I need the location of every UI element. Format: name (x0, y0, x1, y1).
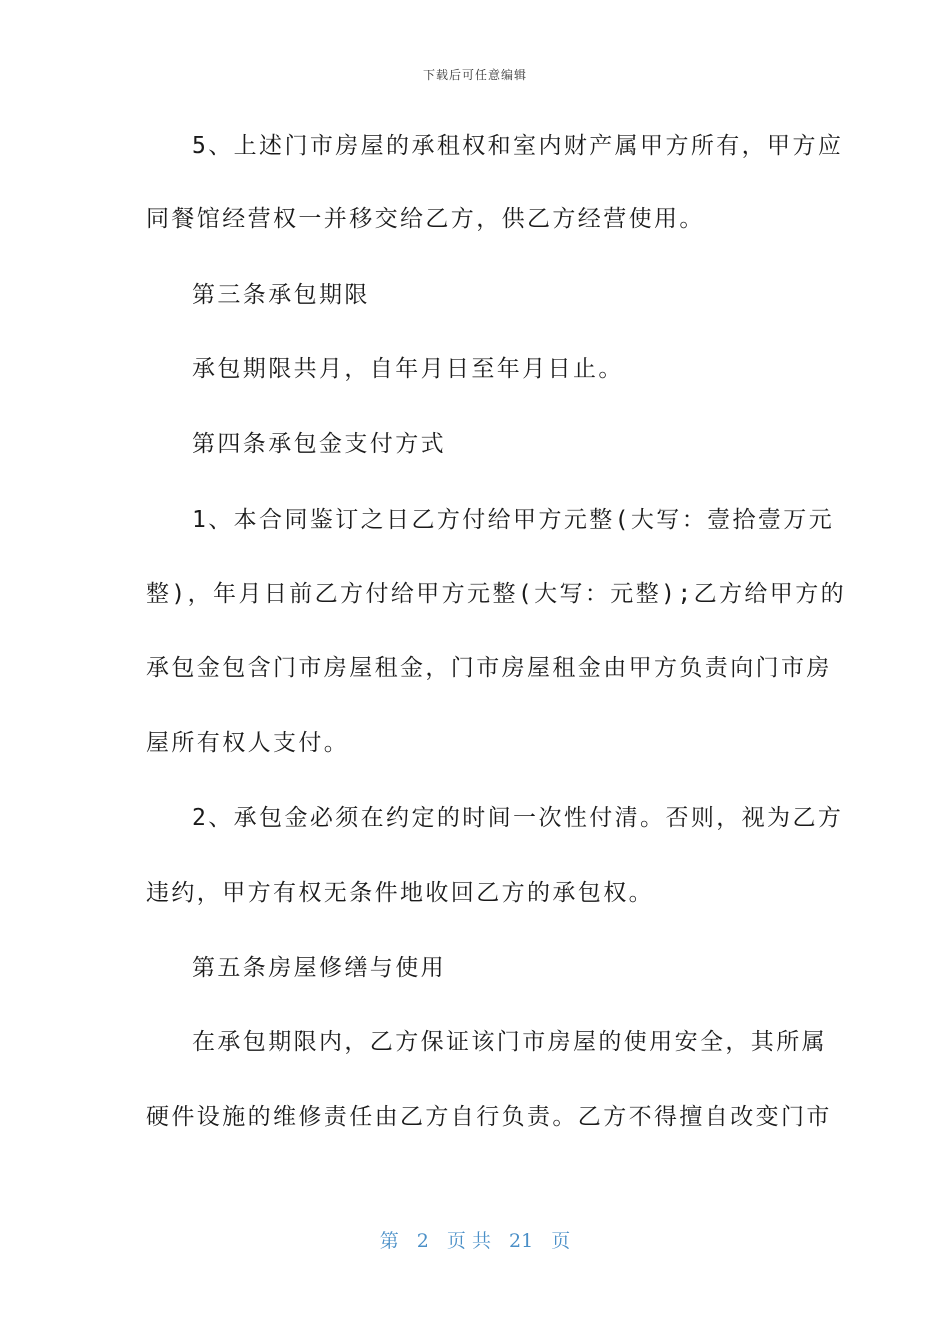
paragraph-line: 1、本合同鉴订之日乙方付给甲方元整(大写：壹拾壹万元 (192, 507, 835, 533)
footer-total-pages: 21 (509, 1230, 534, 1252)
paragraph-line: 违约，甲方有权无条件地收回乙方的承包权。 (146, 880, 654, 906)
footer-prefix: 第 (379, 1230, 399, 1252)
paragraph-line: 硬件设施的维修责任由乙方自行负责。乙方不得擅自改变门市 (146, 1104, 832, 1130)
section-heading: 第五条房屋修缮与使用 (192, 955, 446, 981)
paragraph-line: 在承包期限内，乙方保证该门市房屋的使用安全，其所属 (192, 1029, 827, 1055)
paragraph-line: 同餐馆经营权一并移交给乙方，供乙方经营使用。 (146, 206, 705, 232)
paragraph-line: 2、承包金必须在约定的时间一次性付清。否则，视为乙方 (192, 805, 844, 831)
section-heading: 第三条承包期限 (192, 282, 370, 308)
paragraph-line: 5、上述门市房屋的承租权和室内财产属甲方所有，甲方应 (192, 133, 844, 159)
section-heading: 第四条承包金支付方式 (192, 431, 446, 457)
footer-page-number: 2 (416, 1230, 429, 1252)
paragraph-line: 承包期限共月，自年月日至年月日止。 (192, 356, 624, 382)
footer-suffix: 页 (551, 1230, 571, 1252)
paragraph-line: 屋所有权人支付。 (146, 730, 350, 756)
paragraph-line: 承包金包含门市房屋租金，门市房屋租金由甲方负责向门市房 (146, 655, 832, 681)
page-footer (0, 1226, 950, 1253)
footer-middle: 页 共 (446, 1230, 491, 1252)
page-header: 下载后可任意编辑 (422, 68, 527, 82)
paragraph-line: 整)，年月日前乙方付给甲方元整(大写：元整);乙方给甲方的 (146, 581, 846, 607)
